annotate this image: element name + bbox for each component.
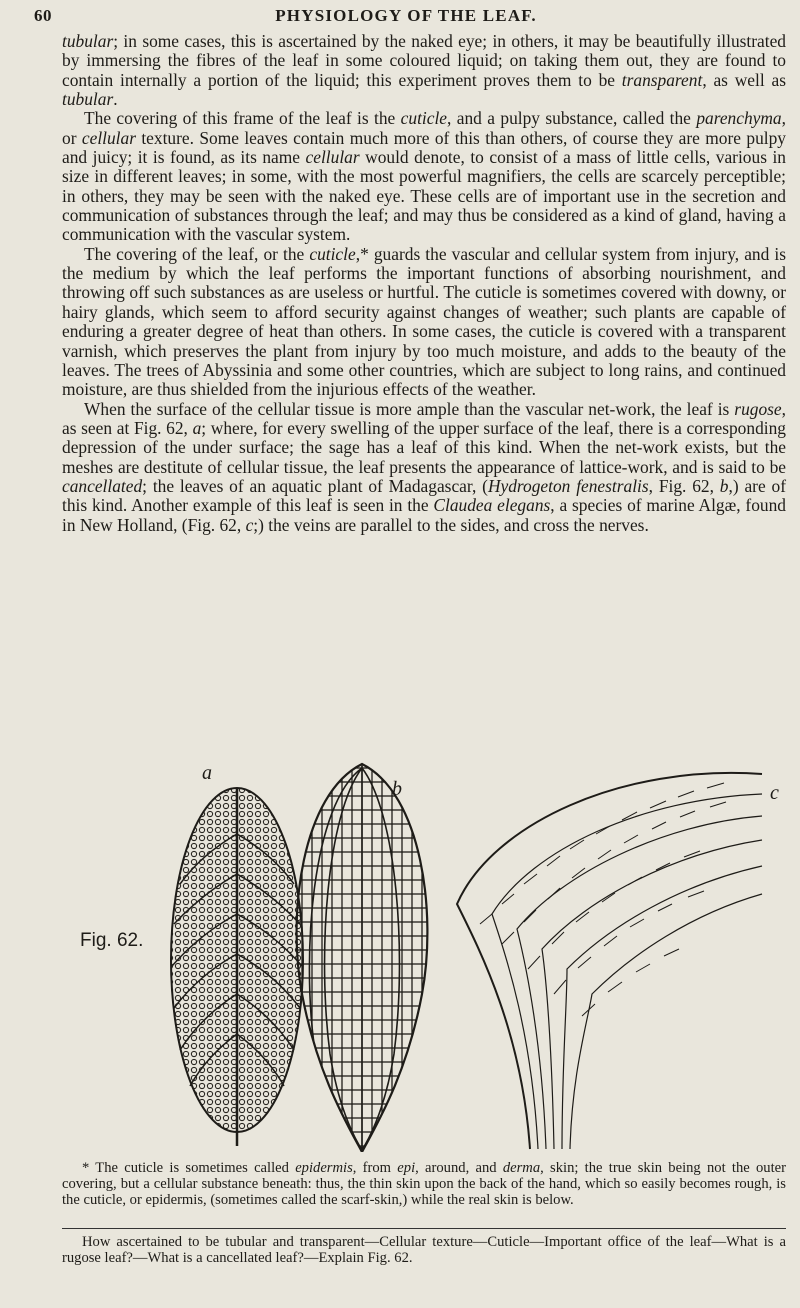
divider: [62, 1228, 786, 1229]
paragraph: [62, 400, 786, 535]
italic-text: a: [192, 417, 202, 438]
italic-text: cuticle: [309, 243, 356, 264]
italic-text: derma: [502, 1160, 541, 1176]
paragraph: [62, 32, 786, 109]
italic-text: tubular: [62, 31, 114, 51]
review-questions: [62, 1234, 786, 1266]
italic-text: parenchyma: [696, 108, 782, 129]
questions-text: How ascertained to be tubular and transparent—Cellular texture—Cuticle—Important office of the leaf—What is a rugose leaf?—What is a cancellated leaf?—Explain Fig. 62.: [62, 1234, 786, 1266]
italic-text: epidermis: [295, 1160, 353, 1176]
text-run: , or: [62, 108, 786, 148]
text-run: When the surface of the cellular tissue is more ample than the vascular net-work, the leaf is: [84, 398, 735, 419]
figure-62-illustration: [62, 754, 786, 1152]
text-run: * The cuticle is sometimes called: [82, 1160, 296, 1176]
text-run: , and a pulpy substance, called the: [447, 108, 697, 129]
italic-text: epi: [397, 1160, 416, 1176]
italic-text: tubular: [62, 89, 114, 110]
page-header: [34, 6, 778, 28]
text-run: , from: [352, 1160, 398, 1176]
footnote: [62, 1160, 786, 1208]
italic-text: Claudea elegans: [433, 495, 551, 516]
paragraph: [62, 245, 786, 400]
figure-label-b: b: [392, 778, 402, 800]
italic-text: b: [719, 475, 729, 496]
text-run: would denote, to consist of a mass of little cells, various in size in different leaves; in some, with the most powerful magnifiers, the cells are scarcely perceptible; in others, they may be seen with the naked eye. These cells are of important use in the secretion and communication of substances through the leaf; and may thus be considered as a kind of gland, having a communication with the vascular system.: [62, 147, 786, 245]
italic-text: transparent: [621, 69, 703, 90]
text-run: .: [113, 89, 118, 110]
italic-text: cellular: [305, 147, 360, 168]
italic-text: cancellated: [62, 475, 143, 496]
text-run: The covering of the leaf, or the: [84, 243, 310, 264]
text-run: , Fig. 62,: [648, 475, 720, 496]
figure-b-cancellated-leaf: [287, 762, 437, 1152]
body-text: [62, 32, 786, 535]
text-run: The covering of this frame of the leaf is the: [84, 108, 401, 129]
figure-caption: Fig. 62.: [80, 930, 144, 951]
figure-a-rugose-leaf: [162, 784, 312, 1146]
text-run: , a species of marine Algæ, found in New Holland, (Fig. 62,: [62, 495, 786, 535]
text-run: ; where, for every swelling of the upper surface of the leaf, there is a corresponding depression of the under surface; the sage has a leaf of this kind. When the net-work exists, but the meshes are destitute of cellular tissue, the leaf presents the appearance of lattice-work, and is said to be: [62, 417, 786, 477]
text-run: , as seen at Fig. 62,: [62, 398, 786, 438]
italic-text: Hydrogeton fenestralis: [487, 475, 649, 496]
text-run: ,) are of this kind. Another example of this leaf is seen in the: [62, 475, 786, 516]
italic-text: rugose: [734, 398, 782, 419]
page-number: 60: [34, 6, 52, 25]
text-run: , skin; the true skin being not the outer covering, but a cellular substance beneath: thus, the thin skin upon the back of the hand, which so easily becomes rough, is the cuticle, or epidermis, (sometimes called the scarf-skin,) while the real skin is below.: [62, 1160, 786, 1208]
italic-text: cuticle: [400, 108, 448, 129]
paragraph: [62, 109, 786, 244]
figure-label-c: c: [770, 782, 779, 804]
text-run: texture. Some leaves contain much more of this than others, of course they are more pulpy and juicy; it is found, as its name: [62, 127, 786, 168]
italic-text: cellular: [81, 127, 136, 148]
text-run: ; the leaves of an aquatic plant of Madagascar, (: [142, 475, 488, 496]
text-run: , as well as: [702, 69, 786, 90]
figure-62: [62, 754, 786, 1152]
figure-c-claudea-leaf: [457, 773, 762, 1149]
text-run: ; in some cases, this is ascertained by the naked eye; in others, it may be beautifully illustrated by immersing the fibres of the leaf in some coloured liquid; on taking them out, they are found to contain internally a portion of the liquid; this experiment proves them to be: [62, 31, 786, 90]
text-run: , around, and: [415, 1160, 503, 1176]
italic-text: c: [245, 514, 254, 535]
running-title: PHYSIOLOGY OF THE LEAF.: [275, 6, 537, 25]
figure-label-a: a: [202, 762, 212, 784]
footnote-text: [62, 1160, 786, 1208]
text-run: ,* guards the vascular and cellular system from injury, and is the medium by which the leaf performs the important functions of absorbing nourishment, and throwing off such substances as are useless or hurtful. The cuticle is sometimes covered with downy, or hairy glands, which seem to afford security against changes of weather; such plants are capable of enduring a greater degree of heat than others. In some cases, the cuticle is covered with a transparent varnish, which preserves the plant from injury by too much moisture, and adds to the beauty of the leaves. The trees of Abyssinia and some other countries, which are subject to long rains, and continued moisture, are thus shielded from the injurious effects of the weather.: [62, 243, 786, 400]
text-run: ;) the veins are parallel to the sides, and cross the nerves.: [253, 514, 649, 535]
